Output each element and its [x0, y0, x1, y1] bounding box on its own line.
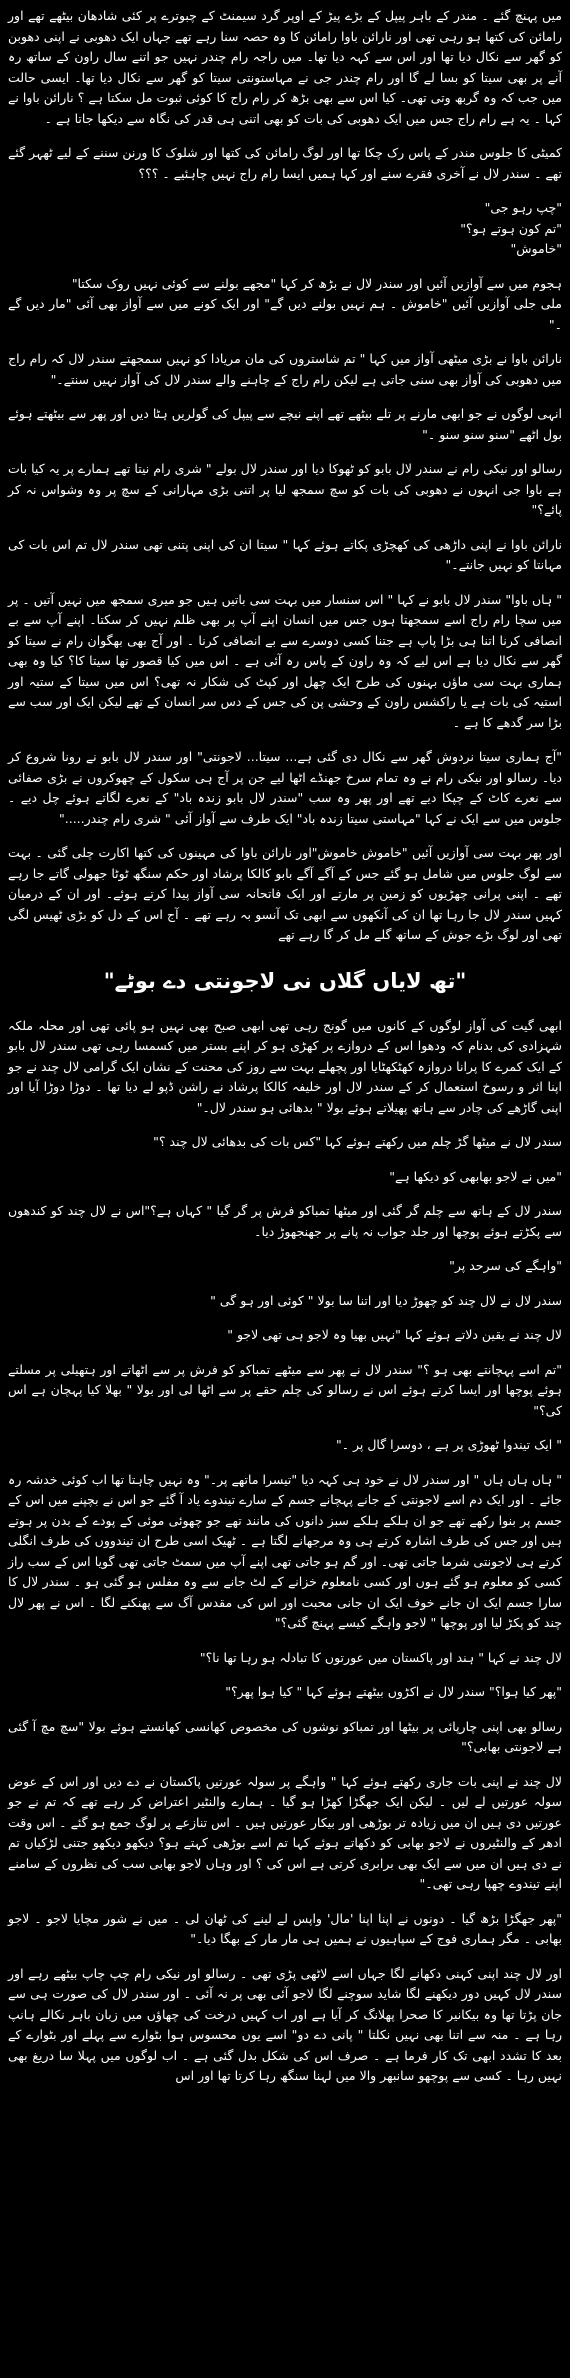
paragraph: اور لال چند اپنی کہنی دکھانے لگا جہاں اسے لاٹھی پڑی تھی ۔ رسالو اور نیکی رام چپ چاپ بیٹھے رہے اور سندر لال کہیں دور دیکھنے لگا شاید سوچنے لگا لاجو آئی بھی پر نہ آئی ۔ اور سندر لال کی صورت ہی سے جان پڑتا تھا وہ بیکانیر کا صحرا پھلانگ کر آیا ہے اور اب کہیں درخت کی چھاؤں میں زبان باہر نکالے ہانپ رہا ہے ۔ منہ سے اتنا بھی نہیں نکلتا " پانی دے دو" اسے یوں محسوس ہوا بٹوارے سے پہلے اور بٹوارے کے بعد کا تشدد ابھی تک کار فرما ہے ۔ صرف اس کی شکل بدل گئی ہے ۔ اب لوگوں میں پہلا سا دریغ بھی نہیں رہا ۔ کسی سے پوچھو سانبھر والا میں لہنا سنگھ رہا کرتا تھا اور اس	[8, 1965, 562, 2083]
dialogue-paragraph: "چپ رہو جی" "تم کون ہوتے ہو؟" "خاموش"	[460, 200, 562, 256]
paragraph: لال چند نے اپنی بات جاری رکھتے ہوئے کہا " واہگے پر سولہ عورتیں پاکستان نے دے دیں اور اس کے عوض سولہ عورتیں لے لیں ۔ لیکن ایک جھگڑا کھڑا ہو گیا ۔ ہمارے والنٹیر اعتراض کر رہے تھے کہ تم نے جو عورتیں دی ہیں ان میں زیادہ تر بوڑھی اور بیکار عورتیں ہیں ۔ اس تنازعے پر لوگ جمع ہو گئے ۔ اس وقت ادھر کے والنٹیروں نے لاجو بھابی کو دکھاتے ہوئے کہا تم اسے بوڑھی کہتے ہو؟ دیکھو دیکھو جتنی لڑکیاں تم نے دی ہیں ان میں سے ایک بھی برابری کرتی ہے اس کی ؟ اور وہاں لاجو بھابی سب کی نظروں کے سامنے اپنے تیندوے چھپا رہی تھی۔"	[8, 1773, 562, 1891]
story-body-bottom	[8, 1016, 562, 2087]
paragraph: اور پھر بہت سی آوازیں آئیں "خاموش خاموش"اور نارائن باوا کی مہینوں کی کتھا اکارت چلی گئی ۔ بہت سے لوگ جلوس میں شامل ہو گئے جس کے آگے آگے بابو کالکا پرشاد اور حکم سنگھ ٹوٹا جھولی گاتے جا رہے تھے ۔ اپنی پرانی چھڑیوں کو زمین پر مارتے اور ایک فاتحانہ سی آواز پیدا کرتے ہوئے۔ اور ان کے درمیان کہیں سندر لال جا رہا تھا ان کی آنکھوں سے ابھی تک آنسو بہ رہے تھے ۔ آج اس کے دل کو بڑی ٹھیس لگی تھی اور لوگ بڑے جوش کے ساتھ گلے مل کر گا رہے تھے	[8, 845, 562, 942]
paragraph: سندر لال نے میٹھا گڑ چلم میں رکھتے ہوئے کہا "کس بات کی بدھائی لال چند ؟"	[153, 1134, 562, 1149]
paragraph: "آج ہماری سیتا نردوش گھر سے نکال دی گئی ہے... سیتا... لاجونتی" اور سندر لال بابو نے رونا شروع کر دیا۔ رسالو اور نیکی رام نے وہ تمام سرخ جھنڈے اٹھا لیے جن پر آج ہی سکول کے چھوکروں نے بڑی صفائی سے نعرے کاٹ کے چپکا دیے تھے اور پھر وہ سب "سندر لال بابو زندہ باد" کے نعرے لگاتے ہوئے چل دیے ۔ جلوس میں سے ایک نے کہا "مہاستی سیتا زندہ باد" ایک طرف سے آواز آئی " شری رام چندر....."	[8, 749, 562, 826]
paragraph: سندر لال نے لال چند کو چھوڑ دیا اور اتنا سا بولا " کوئی اور ہو گی "	[210, 1292, 562, 1308]
paragraph: " ہاں باوا" سندر لال بابو نے کہا " اس سنسار میں بہت سی باتیں ہیں جو میری سمجھ میں نہیں آتیں ۔ پر میں سچا رام راج اسے سمجھتا ہوں جس میں انسان اپنے آپ پر بھی ظلم نہیں کر سکتا۔ اپنے آپ سے بے انصافی کرنا اتنا ہی بڑا پاپ ہے جتنا کسی دوسرے سے بے انصافی کرنا ۔ اور آج بھی بھگوان رام نے سیتا کو گھر سے نکال دیا ہے اس لیے کہ وہ راون کے پاس رہ آئی ہے ۔ اس میں کیا قصور تھا سیتا کا؟ کیا وہ بھی ہماری بہت سی ماؤں بہنوں کی طرح ایک چھل اور کپٹ کی شکار نہ تھی؟ اس میں سیتا کے ستیہ اور استیہ کی بات ہے یا راکشس راون کے وحشی پن کی جس کے دس سر انسان کے تھے لیکن ایک اور سب سے بڑا سر گدھے کا ہے ۔	[8, 591, 562, 730]
paragraph: "تم اسے پہچانتے بھی ہو ؟" سندر لال نے پھر سے میٹھے تمباکو کو فرش پر سے اٹھاتے اور ہتھیلی پر مسلتے ہوئے پوچھا اور ایسا کرتے ہوئے اس نے رسالو کی چلم حقے پر سے اٹھا لی اور بولا " بھلا کیا پہچان ہے اس کی؟"	[8, 1361, 562, 1418]
paragraph: رسالو بھی اپنی چارپائی پر بیٹھا اور تمباکو نوشوں کی مخصوص کھانسی کھانستے ہوئے بولا "سچ مچ آ گئی ہے لاجونتی بھابی؟"	[8, 1718, 562, 1754]
paragraph: ابھی گیت کی آواز لوگوں کے کانوں میں گونج رہی تھی ابھی صبح بھی نہیں ہو پائی تھی اور محلہ ملکہ شہزادی کی بدنام کہ ودھوا اس کے دروازے پر کھڑی ہو کر اپنے بستر میں کسمسا رہی تھی سندر لال بابو کے ایک کمرے کا پرانا دروازہ کھٹکھٹایا اور پچھلے بہت سے روز کی محنت کے نشان ایک گرامی لال چند نے جو اپنا اثر و رسوخ استعمال کر کے سندر لال اور خلیفہ کالکا پرشاد نے راشن ڈپو لے دیا تھا ۔ دوڑا دوڑا آیا اور اپنی گاڑھے کی چادر سے ہاتھ پھیلاتے ہوئے بولا " بدھائی ہو سندر لال۔"	[8, 1017, 562, 1115]
paragraph: "پھر کیا ہوا؟" سندر لال نے اکڑوں بیٹھتے ہوئے کہا " کیا ہوا پھر؟"	[225, 1684, 562, 1699]
paragraph: ہجوم میں سے آوازیں آئیں اور سندر لال نے بڑھ کر کہا "مجھے بولنے سے کوئی نہیں روک سکتا" ملی جلی آوازیں آئیں "خاموش ۔ ہم نہیں بولنے دیں گے" اور ایک کونے میں سے آواز بھی آئی "مار دیں گے ۔"	[8, 275, 562, 332]
paragraph: سندر لال کے ہاتھ سے چلم گر گئی اور میٹھا تمباکو فرش پر گر گیا " کہاں ہے؟"اس نے لال چند کو کندھوں سے پکڑتے ہوئے پوچھا اور جلد جواب نہ پانے پر جھنجھوڑ دیا۔	[8, 1203, 562, 1239]
paragraph: "میں نے لاجو بھابھی کو دیکھا ہے"	[389, 1168, 562, 1184]
paragraph: انہی لوگوں نے جو ابھی مارنے پر تلے بیٹھے تھے اپنے نیچے سے پیپل کی گولریں ہٹا دیں اور پھر سے بیٹھتے ہوئے بول اٹھے "سنو سنو سنو ۔"	[8, 406, 562, 442]
paragraph: نارائن باوا نے بڑی میٹھی آواز میں کہا " تم شاستروں کی مان مریادا کو نہیں سمجھتے سندر لال کہ رام راج میں دھوبی کی آواز بھی سنی جاتی ہے لیکن رام راج کے چاہنے والے سندر لال کی آواز نہیں سنتے۔"	[8, 351, 562, 387]
paragraph: "پھر جھگڑا بڑھ گیا ۔ دونوں نے اپنا اپنا 'مال' واپس لے لینے کی ٹھان لی ۔ میں نے شور مچایا لاجو ۔ لاجو بھابی ۔ مگر ہماری فوج کے سپاہیوں نے ہمیں ہی مار مار کے بھگا دیا۔"	[8, 1910, 562, 1946]
story-body-top	[8, 6, 562, 946]
paragraph: لال چند نے یقین دلاتے ہوئے کہا "نہیں بھیا وہ لاجو ہی تھی لاجو "	[227, 1327, 562, 1342]
paragraph: میں پہنچ گئے ۔ مندر کے باہر پیپل کے بڑے پیڑ کے اوپر گرد سیمنٹ کے چبوترے پر کئی شادھان بیٹھے تھے اور رامائن کی کتھا ہو رہی تھی اور نارائن باوا رامائن کا وہ حصہ سنا رہے تھے جہاں ایک دھوبی نے اپنی دھوبن کو گھر سے نکال دیا تھا اور اس سے کہہ دیا تھا۔ میں راجہ رام چندر نہیں جو اتنے سال راون کے ساتھ رہ آنے پر بھی سیتا کو بسا لے گا اور رام چندر جی نے مہاستونتی سیتا کو گھر سے نکال دیا تھا۔ ایسی حالت میں جب کہ وہ گربھ وتی تھی۔ کیا اس سے بھی بڑھ کر رام راج کا کوئی ثبوت مل سکتا ہے ؟ نارائن باوا نے کہا ۔ یہ ہے رام راج جس میں ایک دھوبی کی بات کو بھی اتنی ہی قدر کی نگاہ سے دیکھا جاتا ہے ۔	[8, 8, 562, 126]
paragraph: رسالو اور نیکی رام نے سندر لال بابو کو ٹھوکا دیا اور سندر لال بولے " شری رام نیتا تھے ہمارے پر یہ کیا بات ہے باوا جی انہوں نے دھوبی کی بات کو سچ سمجھ لیا پر اتنی بڑی مہارانی کے سچ پر وہ وشواس نہ کر پائے؟"	[8, 461, 562, 517]
song-heading: "تھ لایاں گلاں نی لاجونتی دے بوٹے"	[103, 968, 467, 993]
paragraph: نارائن باوا نے اپنی داڑھی کی کھچڑی پکاتے ہوئے کہا " سیتا ان کی اپنی پتنی تھی سندر لال تم اس بات کی مہانتا کو نہیں جانتے۔"	[8, 536, 562, 572]
paragraph: لال چند نے کہا " ہند اور پاکستان میں عورتوں کا تبادلہ ہو رہا تھا نا؟"	[199, 1649, 562, 1665]
paragraph: " ایک تیندوا ٹھوڑی پر ہے ، دوسرا گال پر ۔"	[335, 1437, 562, 1452]
paragraph: "واہگے کی سرحد پر"	[449, 1258, 562, 1273]
paragraph: " ہاں ہاں ہاں " اور سندر لال نے خود ہی کہہ دیا "تیسرا ماتھے پر۔" وہ نہیں چاہتا تھا اب کوئی خدشہ رہ جائے ۔ اور ایک دم اسے لاجونتی کے جانے پہچانے جسم کے سارے تیندوے یاد آ گئے جو اس نے بچپنے میں اس کے جسم پر بنوا رکھے تھے جو ان ہلکے ہلکے سبز دانوں کی مانند تھے جو چھوئی موئی کے پودے کے بدن پر ہوتے ہیں اور جس کی طرف اشارہ کرتے ہی وہ مرجھانے لگتا ہے ۔ ٹھیک اسی طرح ان تیندووں کی طرف انگلی کرتے ہی لاجونتی شرما جاتی تھی۔ اور گم ہو جاتی تھی اپنے آپ میں سمٹ جاتی تھی گویا اس کے سب راز کسی کو معلوم ہو گئے ہوں اور کسی نامعلوم خزانے کے لٹ جانے سے وہ مفلس ہو گئی ہو ۔ سندر لال کا سارا جسم ایک ان جانے خوف ایک ان جانی محبت اور اس کی مقدس آگ سے پھنکنے لگا ۔ اس نے پھر لال چند کو پکڑ لیا اور پوچھا " لاجو واہگے کیسے پہنچ گئی؟"	[8, 1471, 562, 1630]
paragraph: کمیٹی کا جلوس مندر کے پاس رک چکا تھا اور لوگ رامائن کی کتھا اور شلوک کا ورنن سننے کے لیے ٹھہر گئے تھے ۔ سندر لال نے آخری فقرے سنے اور کہا ہمیں ایسا رام راج نہیں چاہئیے ۔ ؟؟؟	[8, 145, 562, 181]
